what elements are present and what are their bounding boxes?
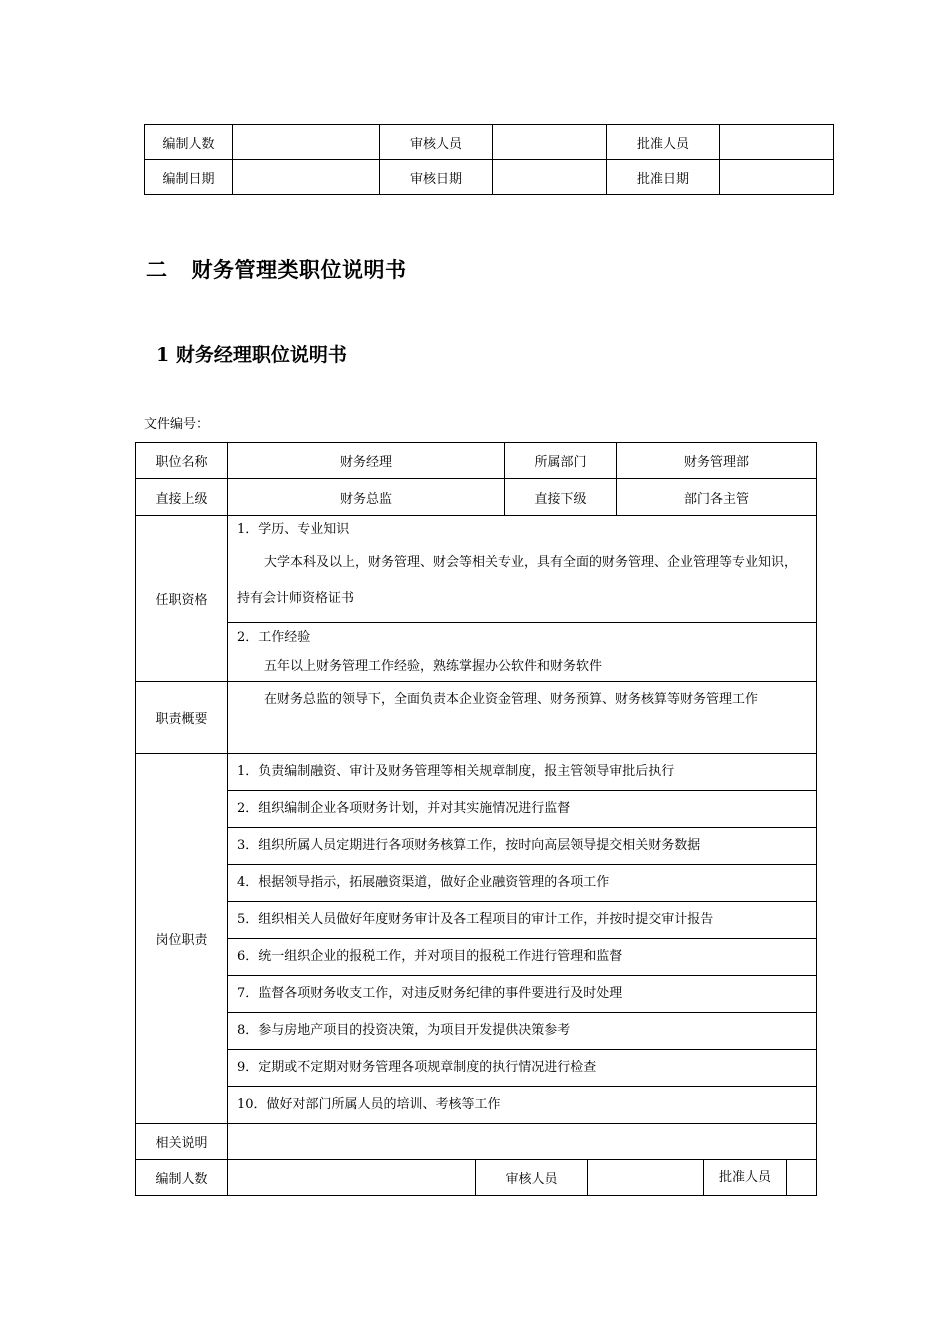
reviewer-label: 审核人员 xyxy=(380,125,493,160)
table-row xyxy=(136,1013,817,1050)
summary-label: 职责概要 xyxy=(136,682,228,754)
subordinate-value: 部门各主管 xyxy=(617,479,817,516)
table-row xyxy=(136,791,817,828)
prepared-count-label: 编制人数 xyxy=(136,1160,228,1196)
reviewer-value xyxy=(493,125,607,160)
duty-item: 1．负责编制融资、审计及财务管理等相关规章制度，报主管领导审批后执行 xyxy=(228,754,817,791)
duty-item: 6．统一组织企业的报税工作，并对项目的报税工作进行管理和监督 xyxy=(228,939,817,976)
table-row xyxy=(136,754,817,791)
job-title-label: 职位名称 xyxy=(136,443,228,479)
superior-value: 财务总监 xyxy=(228,479,505,516)
prepared-date-label: 编制日期 xyxy=(145,160,233,195)
table-row xyxy=(136,976,817,1013)
table-row xyxy=(136,479,817,516)
section-heading xyxy=(146,254,407,284)
experience-cell xyxy=(228,623,817,682)
table-row xyxy=(136,516,817,623)
reviewer-label: 审核人员 xyxy=(476,1160,588,1196)
table-row xyxy=(136,865,817,902)
table-row xyxy=(136,623,817,682)
review-date-value xyxy=(493,160,607,195)
duty-item: 3．组织所属人员定期进行各项财务核算工作，按时向高层领导提交相关财务数据 xyxy=(228,828,817,865)
department-label: 所属部门 xyxy=(505,443,617,479)
table-row xyxy=(136,1160,817,1196)
page-title: 1 财务经理职位说明书 xyxy=(156,344,347,366)
section-title: 财务管理类职位说明书 xyxy=(191,257,407,282)
prepared-count-value xyxy=(228,1160,476,1196)
duty-item: 9．定期或不定期对财务管理各项规章制度的执行情况进行检查 xyxy=(228,1050,817,1087)
approver-label: 批准人员 xyxy=(704,1160,787,1195)
table-row xyxy=(136,828,817,865)
approver-label: 批准人员 xyxy=(607,125,720,160)
table-row xyxy=(136,443,817,479)
education-heading: 1．学历、专业知识 xyxy=(237,522,350,537)
table-row xyxy=(145,125,834,160)
table-row xyxy=(136,939,817,976)
approval-date-value xyxy=(720,160,834,195)
table-row xyxy=(136,682,817,754)
duty-item: 7．监督各项财务收支工作，对违反财务纪律的事件要进行及时处理 xyxy=(228,976,817,1013)
summary-text: 在财务总监的领导下，全面负责本企业资金管理、财务预算、财务核算等财务管理工作 xyxy=(264,692,759,707)
duty-item: 10．做好对部门所属人员的培训、考核等工作 xyxy=(228,1087,817,1124)
review-date-label: 审核日期 xyxy=(380,160,493,195)
duty-item: 4．根据领导指示，拓展融资渠道，做好企业融资管理的各项工作 xyxy=(228,865,817,902)
table-row xyxy=(136,1124,817,1160)
summary-cell xyxy=(228,682,817,754)
experience-text: 五年以上财务管理工作经验，熟练掌握办公软件和财务软件 xyxy=(264,659,603,674)
department-value: 财务管理部 xyxy=(617,443,817,479)
table-row xyxy=(145,160,834,195)
duty-item: 5．组织相关人员做好年度财务审计及各工程项目的审计工作，并按时提交审计报告 xyxy=(228,902,817,939)
duty-item: 8．参与房地产项目的投资决策，为项目开发提供决策参考 xyxy=(228,1013,817,1050)
prepared-count-value xyxy=(233,125,380,160)
duty-item: 2．组织编制企业各项财务计划，并对其实施情况进行监督 xyxy=(228,791,817,828)
approval-date-label: 批准日期 xyxy=(607,160,720,195)
job-description-table xyxy=(135,442,817,1196)
prepared-count-label: 编制人数 xyxy=(145,125,233,160)
education-text: 大学本科及以上，财务管理、财会等相关专业，具有全面的财务管理、企业管理等专业知识，持有会计师资格证书 xyxy=(237,555,798,606)
section-number: 二 xyxy=(146,257,168,282)
notes-value xyxy=(228,1124,817,1160)
subordinate-label: 直接下级 xyxy=(505,479,617,516)
table-row xyxy=(136,1050,817,1087)
approver-cell xyxy=(704,1160,817,1196)
approver-value xyxy=(787,1160,816,1195)
signoff-table-top xyxy=(144,124,834,195)
table-row xyxy=(136,1087,817,1124)
experience-heading: 2．工作经验 xyxy=(237,630,311,645)
superior-label: 直接上级 xyxy=(136,479,228,516)
table-row xyxy=(136,902,817,939)
qualification-label: 任职资格 xyxy=(136,516,228,682)
notes-label: 相关说明 xyxy=(136,1124,228,1160)
prepared-date-value xyxy=(233,160,380,195)
job-title-value: 财务经理 xyxy=(228,443,505,479)
duties-label: 岗位职责 xyxy=(136,754,228,1124)
education-cell xyxy=(228,516,817,623)
approver-value xyxy=(720,125,834,160)
file-number-label: 文件编号： xyxy=(144,417,210,432)
reviewer-value xyxy=(588,1160,704,1196)
